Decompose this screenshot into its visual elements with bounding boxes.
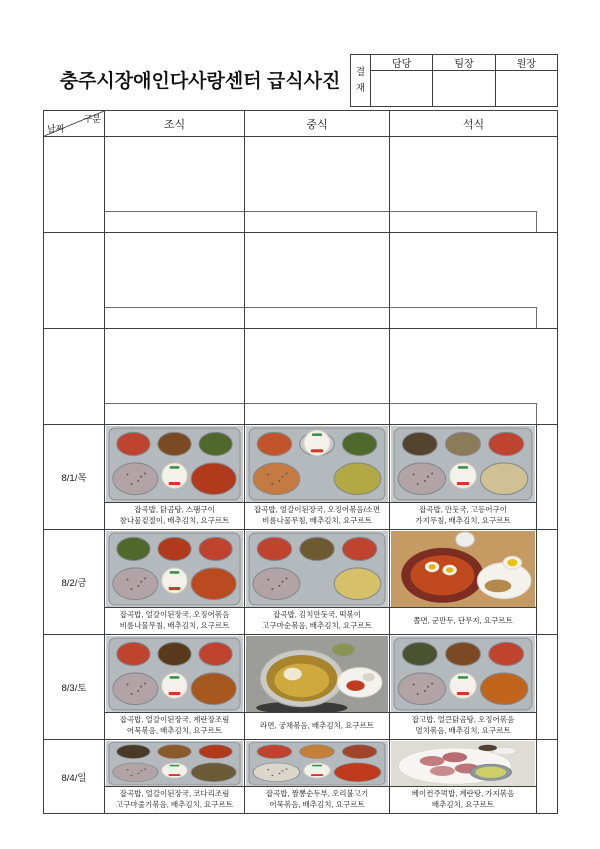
date-label: 8/4/일 <box>44 740 105 813</box>
menu-line: 베이컨주먹밥, 계란탕, 가지볶음 <box>411 789 515 799</box>
empty-meal-cell <box>105 233 244 328</box>
approval-signature-cell <box>496 71 557 106</box>
menu-caption <box>245 502 389 529</box>
menu-line: 멸치볶음, 배추김치, 요구르트 <box>415 726 511 735</box>
meal-photo <box>105 530 244 607</box>
dinner-cell <box>389 530 557 634</box>
empty-meal-cell <box>244 329 389 424</box>
empty-meal-cell <box>389 137 557 232</box>
breakfast-cell <box>105 740 244 813</box>
menu-line: 라면, 궁채볶음, 배추김치, 요구르트 <box>260 720 374 730</box>
dinner-cell <box>389 635 557 739</box>
empty-meal-cell <box>105 329 244 424</box>
menu-caption <box>245 786 389 813</box>
breakfast-cell <box>105 425 244 529</box>
meal-photo <box>245 530 389 607</box>
approval-col-wonjang <box>495 55 557 106</box>
approval-col-header: 원장 <box>496 55 557 71</box>
meal-row-8-3 <box>44 635 557 740</box>
menu-line: 잡곡밥, 닭곰탕, 스팸구이 <box>134 505 215 515</box>
menu-line: 가지무침, 배추김치, 요구르트 <box>415 516 511 525</box>
date-label: 8/3/토 <box>44 635 105 739</box>
menu-line: 잡곡밥, 얼갈이된장국, 계란장조림 <box>119 715 230 725</box>
menu-line: 잡곡밥, 만둣국, 고등어구이 <box>418 505 508 515</box>
date-cell-empty <box>44 233 105 328</box>
empty-caption-strip <box>245 211 389 232</box>
meal-photo <box>390 530 536 607</box>
meal-photo <box>390 635 536 712</box>
menu-line: 잡곡밥, 얼갈이된장국, 오징어볶음 <box>119 610 230 620</box>
menu-caption <box>105 502 244 529</box>
meal-photo-table <box>43 110 558 814</box>
approval-stamp-label <box>351 55 371 106</box>
approval-col-header: 팀장 <box>433 55 494 71</box>
menu-line: 잡고밥, 얼큰닭곰탕, 오징어볶음 <box>411 715 515 725</box>
meal-photo <box>105 425 244 502</box>
menu-line: 고구마줄기볶음, 배추김치, 요구르트 <box>115 800 233 809</box>
empty-meal-cell <box>389 329 557 424</box>
meal-photo <box>245 635 389 712</box>
menu-line: 잡곡밥, 김치만둣국, 떡볶이 <box>272 610 362 620</box>
page-title: 충주시장애인다사랑센터 급식사진 <box>59 71 341 92</box>
meal-row-8-1 <box>44 425 557 530</box>
meal-photo <box>105 740 244 786</box>
column-header-lunch: 중식 <box>244 111 389 136</box>
menu-caption <box>390 712 536 739</box>
menu-caption <box>105 786 244 813</box>
meal-photo <box>245 425 389 502</box>
lunch-cell <box>244 635 389 739</box>
empty-caption-strip <box>390 211 537 232</box>
date-cell-empty <box>44 329 105 424</box>
menu-line: 고구마순볶음, 배추김치, 요구르트 <box>262 621 372 630</box>
meal-photo <box>245 740 389 786</box>
menu-caption <box>105 712 244 739</box>
menu-line: 비름나물무침, 배추김치, 요구르트 <box>262 516 372 525</box>
approval-col-timjang <box>432 55 494 106</box>
dinner-inner-block <box>390 530 537 634</box>
date-cell-empty <box>44 137 105 232</box>
menu-line: 어묵볶음, 배추김치, 요구르트 <box>126 726 223 735</box>
column-header-breakfast: 조식 <box>163 118 186 131</box>
breakfast-cell <box>105 635 244 739</box>
empty-caption-strip <box>105 211 244 232</box>
empty-caption-strip <box>245 403 389 424</box>
menu-caption <box>245 712 389 739</box>
table-header-row <box>44 111 557 137</box>
menu-caption <box>390 786 536 813</box>
approval-stamp-char: 재 <box>355 83 366 94</box>
menu-line: 배추김치, 요구르트 <box>431 800 495 809</box>
date-label: 8/1/목 <box>44 425 105 529</box>
menu-line: 잡곡밥, 짬뽕순두부, 오리불고기 <box>265 789 369 799</box>
corner-cell <box>44 111 105 136</box>
meal-photo <box>105 635 244 712</box>
meal-row-8-4 <box>44 740 557 813</box>
approval-col-damdang <box>371 55 432 106</box>
lunch-cell <box>244 740 389 813</box>
empty-row <box>44 137 557 233</box>
approval-col-header: 담당 <box>371 55 432 71</box>
empty-row <box>44 233 557 329</box>
dinner-cell <box>389 740 557 813</box>
lunch-cell <box>244 530 389 634</box>
empty-meal-cell <box>244 233 389 328</box>
meal-row-8-2 <box>44 530 557 635</box>
corner-label-date: 날짜 <box>47 124 65 134</box>
menu-caption <box>390 502 536 529</box>
corner-label-category: 구분 <box>83 114 101 124</box>
empty-caption-strip <box>390 307 537 328</box>
empty-row <box>44 329 557 425</box>
meal-photo <box>390 425 536 502</box>
dinner-inner-block <box>390 635 537 739</box>
dinner-cell <box>389 425 557 529</box>
column-header-dinner: 석식 <box>389 111 557 136</box>
menu-line: 잡곡밥, 얼갈이된장국, 오징어볶음/소면 <box>253 505 381 515</box>
menu-line: 참나물겉절이, 배추김치, 요구르트 <box>119 516 230 525</box>
dinner-inner-block <box>390 425 537 529</box>
menu-caption <box>105 607 244 634</box>
approval-signature-cell <box>433 71 494 106</box>
menu-line: 비름나물무침, 배추김치, 요구르트 <box>119 621 230 630</box>
menu-line: 잡곡밥, 얼갈이된장국, 코다리조림 <box>119 789 230 799</box>
menu-caption <box>245 607 389 634</box>
date-label: 8/2/금 <box>44 530 105 634</box>
menu-line: 어묵볶음, 배추김치, 요구르트 <box>269 800 365 809</box>
menu-line: 쫄면, 군만두, 단무지, 요구르트 <box>413 615 513 625</box>
lunch-cell <box>244 425 389 529</box>
empty-caption-strip <box>105 403 244 424</box>
breakfast-cell <box>105 530 244 634</box>
approval-stamp-char: 결 <box>355 66 366 78</box>
meal-photo <box>390 740 536 786</box>
dinner-inner-block <box>390 740 537 813</box>
empty-caption-strip <box>390 403 537 424</box>
empty-caption-strip <box>105 307 244 328</box>
empty-meal-cell <box>105 137 244 232</box>
empty-meal-cell <box>244 137 389 232</box>
approval-box <box>350 54 558 107</box>
menu-caption <box>390 607 536 634</box>
empty-meal-cell <box>389 233 557 328</box>
approval-signature-cell <box>371 71 432 106</box>
empty-caption-strip <box>245 307 389 328</box>
